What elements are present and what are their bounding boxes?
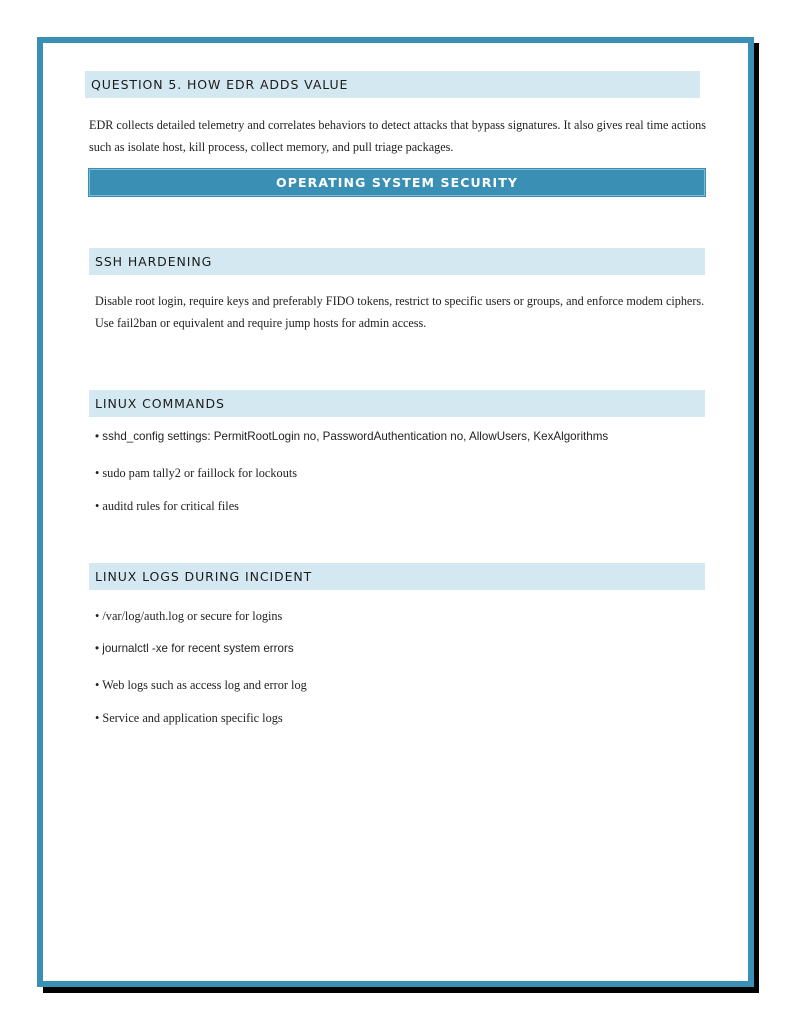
list-item: • Service and application specific logs — [95, 711, 283, 725]
os-security-banner: OPERATING SYSTEM SECURITY — [89, 169, 705, 196]
section-heading-linux-commands: LINUX COMMANDS — [89, 390, 705, 417]
section-heading-ssh: SSH HARDENING — [89, 248, 705, 275]
edr-paragraph: EDR collects detailed telemetry and correlates behaviors to detect attacks that bypass signatures. It also gives real time actions such as isolate host, kill process, collect memory, and pull triage packages. — [89, 118, 706, 154]
list-item: • sshd_config settings: PermitRootLogin no, PasswordAuthentication no, AllowUsers, KexAlgorithms — [95, 430, 609, 443]
list-item: • /var/log/auth.log or secure for logins — [95, 609, 283, 623]
list-item: • sudo pam tally2 or faillock for lockouts — [95, 466, 298, 480]
list-item: • auditd rules for critical files — [95, 499, 239, 513]
list-item: • Web logs such as access log and error log — [95, 678, 307, 692]
list-item: • journalctl -xe for recent system errors — [95, 642, 294, 655]
section-heading-linux-logs: LINUX LOGS DURING INCIDENT — [89, 563, 705, 590]
section-heading-edr: QUESTION 5. HOW EDR ADDS VALUE — [85, 71, 700, 98]
ssh-paragraph: Disable root login, require keys and preferably FIDO tokens, restrict to specific users or groups, and enforce modem ciphers. Use fail2ban or equivalent and require jump hosts for admin access. — [95, 294, 705, 330]
